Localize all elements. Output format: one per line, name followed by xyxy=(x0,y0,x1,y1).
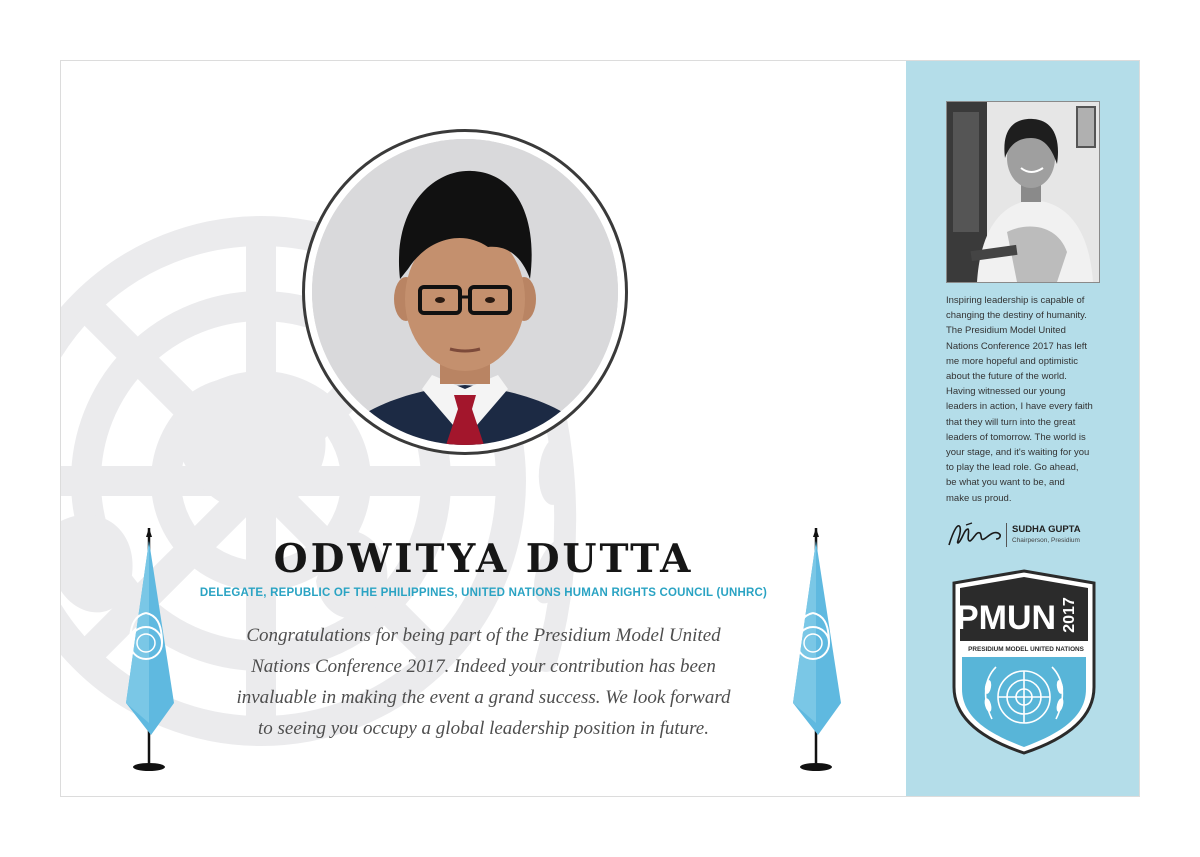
certificate-card xyxy=(60,60,1140,797)
signatory-title: Chairperson, Presidium xyxy=(1012,537,1080,544)
message-line: invaluable in making the event a grand success. We look forward xyxy=(236,687,731,708)
quote-line: be what you want to be, and xyxy=(946,477,1065,489)
recipient-role: DELEGATE, REPUBLIC OF THE PHILIPPINES, UNITED NATIONS HUMAN RIGHTS COUNCIL (UNHRC) xyxy=(199,587,768,599)
certificate-message xyxy=(201,620,766,744)
quote-line: Nations Conference 2017 has left xyxy=(946,340,1088,352)
quote-line: leaders in action, I have every faith xyxy=(946,401,1093,413)
quote-line: me more hopeful and optimistic xyxy=(946,355,1079,367)
portrait-photo xyxy=(312,139,618,445)
message-line: Congratulations for being part of the Presidium Model United xyxy=(246,625,721,646)
quote-line: leaders of tomorrow. The world is xyxy=(946,431,1086,443)
sidebar-panel xyxy=(906,61,1140,797)
signature-icon xyxy=(946,519,1006,549)
quote-line: changing the destiny of humanity. xyxy=(946,310,1087,322)
logo-year: 2017 xyxy=(1061,597,1078,633)
recipient-portrait xyxy=(302,129,628,455)
quote-line: make us proud. xyxy=(946,492,1012,504)
signatory-name: SUDHA GUPTA xyxy=(1012,524,1081,535)
portrait-frame xyxy=(302,129,628,455)
quote-line: to play the lead role. Go ahead, xyxy=(946,462,1079,474)
quote-line: The Presidium Model United xyxy=(946,325,1066,337)
certificate-main-panel xyxy=(61,61,906,797)
quote-line: that they will turn into the great xyxy=(946,416,1076,428)
chairperson-quote xyxy=(946,293,1106,506)
pmun-shield-logo-icon xyxy=(950,569,1098,755)
quote-line: Having witnessed our young xyxy=(946,386,1066,398)
quote-line: Inspiring leadership is capable of xyxy=(946,295,1085,306)
logo-title: PMUN xyxy=(955,599,1057,637)
quote-line: your stage, and it's waiting for you xyxy=(946,447,1090,459)
quote-line: about the future of the world. xyxy=(946,371,1067,383)
chairperson-photo xyxy=(946,101,1100,283)
signature-divider xyxy=(1006,523,1007,547)
message-line: to seeing you occupy a global leadership position in future. xyxy=(257,718,709,739)
logo-subtitle: PRESIDIUM MODEL UNITED NATIONS xyxy=(968,646,1084,653)
recipient-name: ODWITYA DUTTA xyxy=(273,536,694,582)
message-line: Nations Conference 2017. Indeed your contribution has been xyxy=(251,656,716,677)
